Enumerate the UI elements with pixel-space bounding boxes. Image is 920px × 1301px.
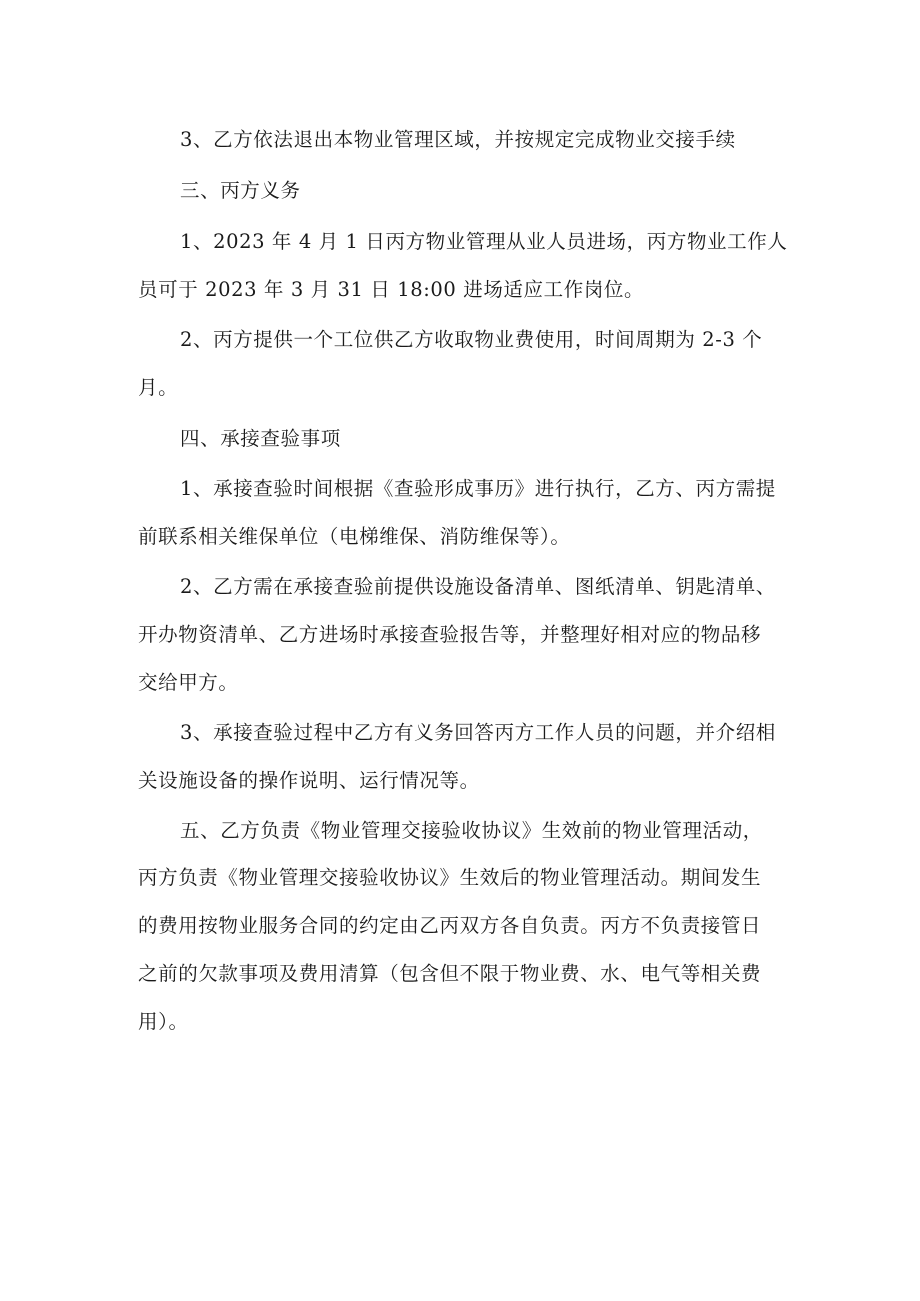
clause-3-2-text-line-2: 月。 <box>138 376 179 399</box>
clause-4-1-text-line-1: 1、承接查验时间根据《查验形成事历》进行执行，乙方、丙方需提 <box>180 477 776 500</box>
clause-4-3-text-line-1: 3、承接查验过程中乙方有义务回答丙方工作人员的问题，并介绍相 <box>180 721 776 744</box>
section-5-text-line-3: 的费用按物业服务合同的约定由乙丙双方各自负责。丙方不负责接管日 <box>138 914 762 937</box>
clause-3-1-text-line-1: 1、2023 年 4 月 1 日丙方物业管理从业人员进场，丙方物业工作人 <box>180 230 788 253</box>
clause-4-2-text-line-2: 开办物资清单、乙方进场时承接查验报告等，并整理好相对应的物品移 <box>138 623 762 646</box>
clause-3-1-text-line-2: 员可于 2023 年 3 月 31 日 18:00 进场适应工作岗位。 <box>138 278 645 301</box>
clause-4-2-text-line-1: 2、乙方需在承接查验前提供设施设备清单、图纸清单、钥匙清单、 <box>180 575 776 598</box>
section-5-text-line-5: 用）。 <box>138 1010 189 1033</box>
section-5-text-line-4: 之前的欠款事项及费用清算（包含但不限于物业费、水、电气等相关费 <box>138 962 762 985</box>
section-heading-inspection: 四、承接查验事项 <box>180 427 341 450</box>
section-heading-party-c-obligations: 三、丙方义务 <box>180 179 301 202</box>
section-5-text-line-2: 丙方负责《物业管理交接验收协议》生效后的物业管理活动。期间发生 <box>138 866 762 889</box>
clause-3-2-text-line-1: 2、丙方提供一个工位供乙方收取物业费使用，时间周期为 2-3 个 <box>180 328 763 351</box>
section-5-text-line-1: 五、乙方负责《物业管理交接验收协议》生效前的物业管理活动， <box>180 819 763 842</box>
clause-4-1-text-line-2: 前联系相关维保单位（电梯维保、消防维保等）。 <box>138 525 571 548</box>
clause-4-3-text-line-2: 关设施设备的操作说明、运行情况等。 <box>138 769 480 792</box>
clause-2-3-text: 3、乙方依法退出本物业管理区域，并按规定完成物业交接手续 <box>180 128 736 151</box>
clause-4-2-text-line-3: 交给甲方。 <box>138 671 239 694</box>
